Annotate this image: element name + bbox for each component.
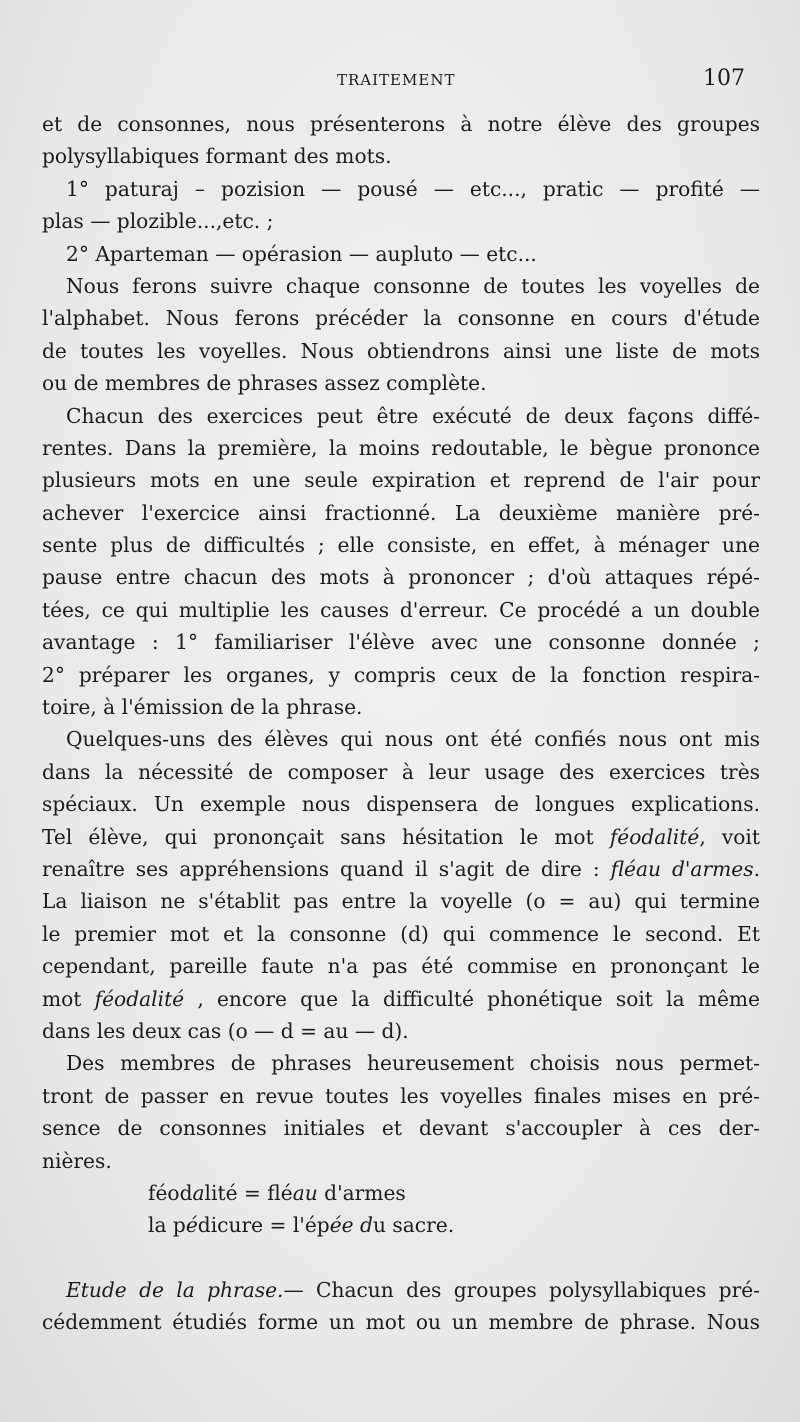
text-line: tées, ce qui multiplie les causes d'erreur. Ce procédé a un double xyxy=(42,597,760,622)
text-line: La liaison ne s'établit pas entre la voyelle (o = au) qui termine xyxy=(42,889,760,914)
body-text xyxy=(42,108,760,1338)
text-line: plusieurs mots en une seule expiration et reprend de l'air pour xyxy=(42,468,760,493)
text-line: et de consonnes, nous présenterons à notre élève des groupes xyxy=(42,112,760,136)
text-line: dans la nécessité de composer à leur usage des exercices très xyxy=(42,759,760,784)
text-line: polysyllabiques formant des mots. xyxy=(42,144,392,169)
text-line: mot féodalité , encore que la difficulté phonétique soit la même xyxy=(42,986,761,1011)
text-line: 1° paturaj – pozision — pousé — etc..., pratic — profité — xyxy=(66,176,760,201)
running-head: TRAITEMENT xyxy=(337,71,456,89)
text-line: achever l'exercice ainsi fractionné. La deuxième manière pré- xyxy=(42,500,760,525)
text-line: le premier mot et la consonne (d) qui commence le second. Et xyxy=(42,921,760,946)
text-line: Chacun des exercices peut être exécuté de deux façons diffé- xyxy=(66,403,760,428)
text-line: sence de consonnes initiales et devant s'accoupler à ces der- xyxy=(42,1116,760,1141)
text-line: dans les deux cas (o — d = au — d). xyxy=(42,1018,409,1043)
text-line: toire, à l'émission de la phrase. xyxy=(42,695,363,720)
text-line: Des membres de phrases heureusement choisis nous permet- xyxy=(66,1051,760,1076)
page-number: 107 xyxy=(703,66,745,91)
text-line: sente plus de difficultés ; elle consiste, en effet, à ménager une xyxy=(42,533,760,558)
text-line: Quelques-uns des élèves qui nous ont été confiés nous ont mis xyxy=(66,727,760,752)
text-line: nières. xyxy=(42,1148,112,1173)
text-line: Tel élève, qui prononçait sans hésitation le mot féodalité, voit xyxy=(42,824,760,849)
text-line: spéciaux. Un exemple nous dispensera de longues explications. xyxy=(42,792,760,817)
example-line: féodalité = fléau d'armes xyxy=(148,1180,406,1205)
text-line: tront de passer en revue toutes les voyelles finales mises en pré- xyxy=(42,1083,760,1108)
example-line: la pédicure = l'épée du sacre. xyxy=(148,1213,455,1238)
text-line: l'alphabet. Nous ferons précéder la consonne en cours d'étude xyxy=(42,306,760,331)
section-heading: Etude de la phrase. xyxy=(66,1277,284,1302)
text-line: avantage : 1° familiariser l'élève avec une consonne donnée ; xyxy=(42,630,760,655)
text-line: 2° préparer les organes, y compris ceux de la fonction respira- xyxy=(42,662,760,687)
page-header xyxy=(0,66,800,96)
spacer xyxy=(42,1242,760,1274)
text-line: rentes. Dans la première, la moins redoutable, le bègue prononce xyxy=(42,435,760,460)
text-line: cependant, pareille faute n'a pas été commise en prononçant le xyxy=(42,954,760,979)
text-line: plas — plozible...,etc. ; xyxy=(42,209,274,234)
text-line: de toutes les voyelles. Nous obtiendrons ainsi une liste de mots xyxy=(42,338,760,363)
text-line: Nous ferons suivre chaque consonne de toutes les voyelles de xyxy=(66,273,760,298)
section-heading-line: Etude de la phrase.— Chacun des groupes polysyllabiques pré- xyxy=(66,1277,760,1302)
text-line: renaître ses appréhensions quand il s'agit de dire : fléau d'armes. xyxy=(42,856,760,881)
text-line: cédemment étudiés forme un mot ou un membre de phrase. Nous xyxy=(42,1310,760,1335)
text-line: 2° Aparteman — opérasion — aupluto — etc... xyxy=(66,241,537,266)
text-line: ou de membres de phrases assez complète. xyxy=(42,371,487,396)
text-line: pause entre chacun des mots à prononcer ; d'où attaques répé- xyxy=(42,565,760,590)
